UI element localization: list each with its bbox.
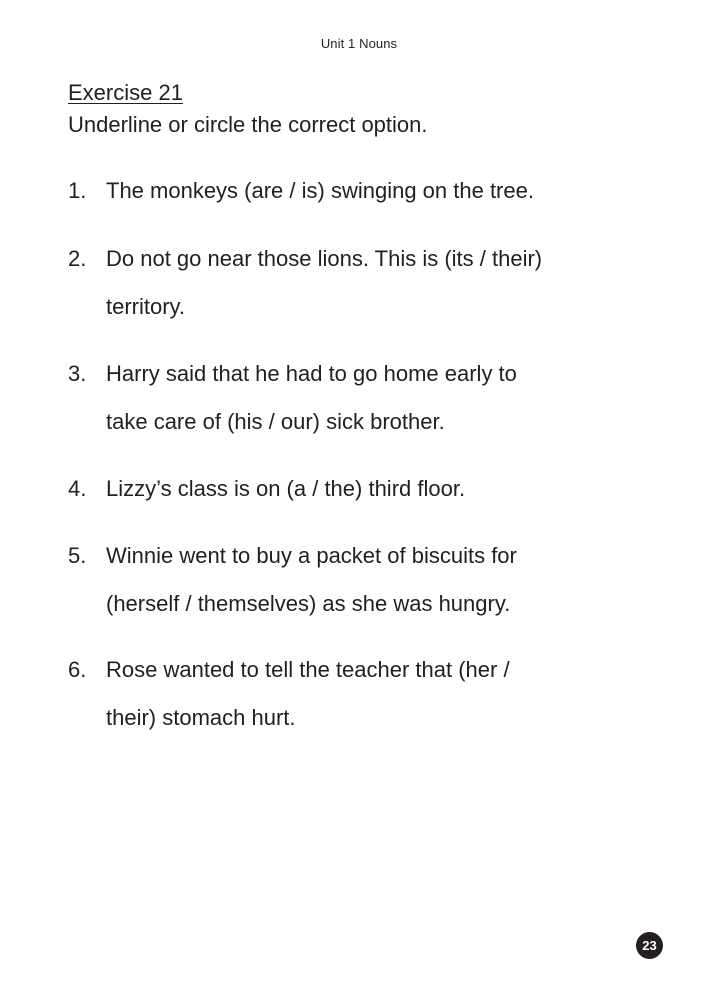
question-number: 5. — [68, 543, 87, 568]
running-header: Unit 1 Nouns — [320, 36, 398, 51]
exercise-instruction: Underline or circle the correct option. — [68, 112, 428, 137]
question-text: their) stomach hurt. — [106, 705, 296, 730]
question-text: Lizzy’s class is on (a / the) third floor. — [106, 476, 466, 501]
question-text: (herself / themselves) as she was hungry. — [106, 591, 511, 616]
question-number: 2. — [68, 246, 87, 271]
page-number-badge: 23 — [636, 932, 663, 959]
question-number: 4. — [68, 476, 87, 501]
question-text: take care of (his / our) sick brother. — [106, 409, 445, 434]
question-text: Winnie went to buy a packet of biscuits for — [106, 543, 517, 568]
question-number: 3. — [68, 361, 87, 386]
exercise-title: Exercise 21 — [68, 80, 183, 105]
question-text: territory. — [106, 294, 186, 319]
question-text: Harry said that he had to go home early to — [106, 361, 517, 386]
question-text: Rose wanted to tell the teacher that (her / — [106, 657, 510, 682]
question-number: 6. — [68, 657, 87, 682]
question-text: Do not go near those lions. This is (its / their) — [106, 246, 543, 271]
question-text: The monkeys (are / is) swinging on the tree. — [106, 178, 534, 203]
question-number: 1. — [68, 178, 87, 203]
